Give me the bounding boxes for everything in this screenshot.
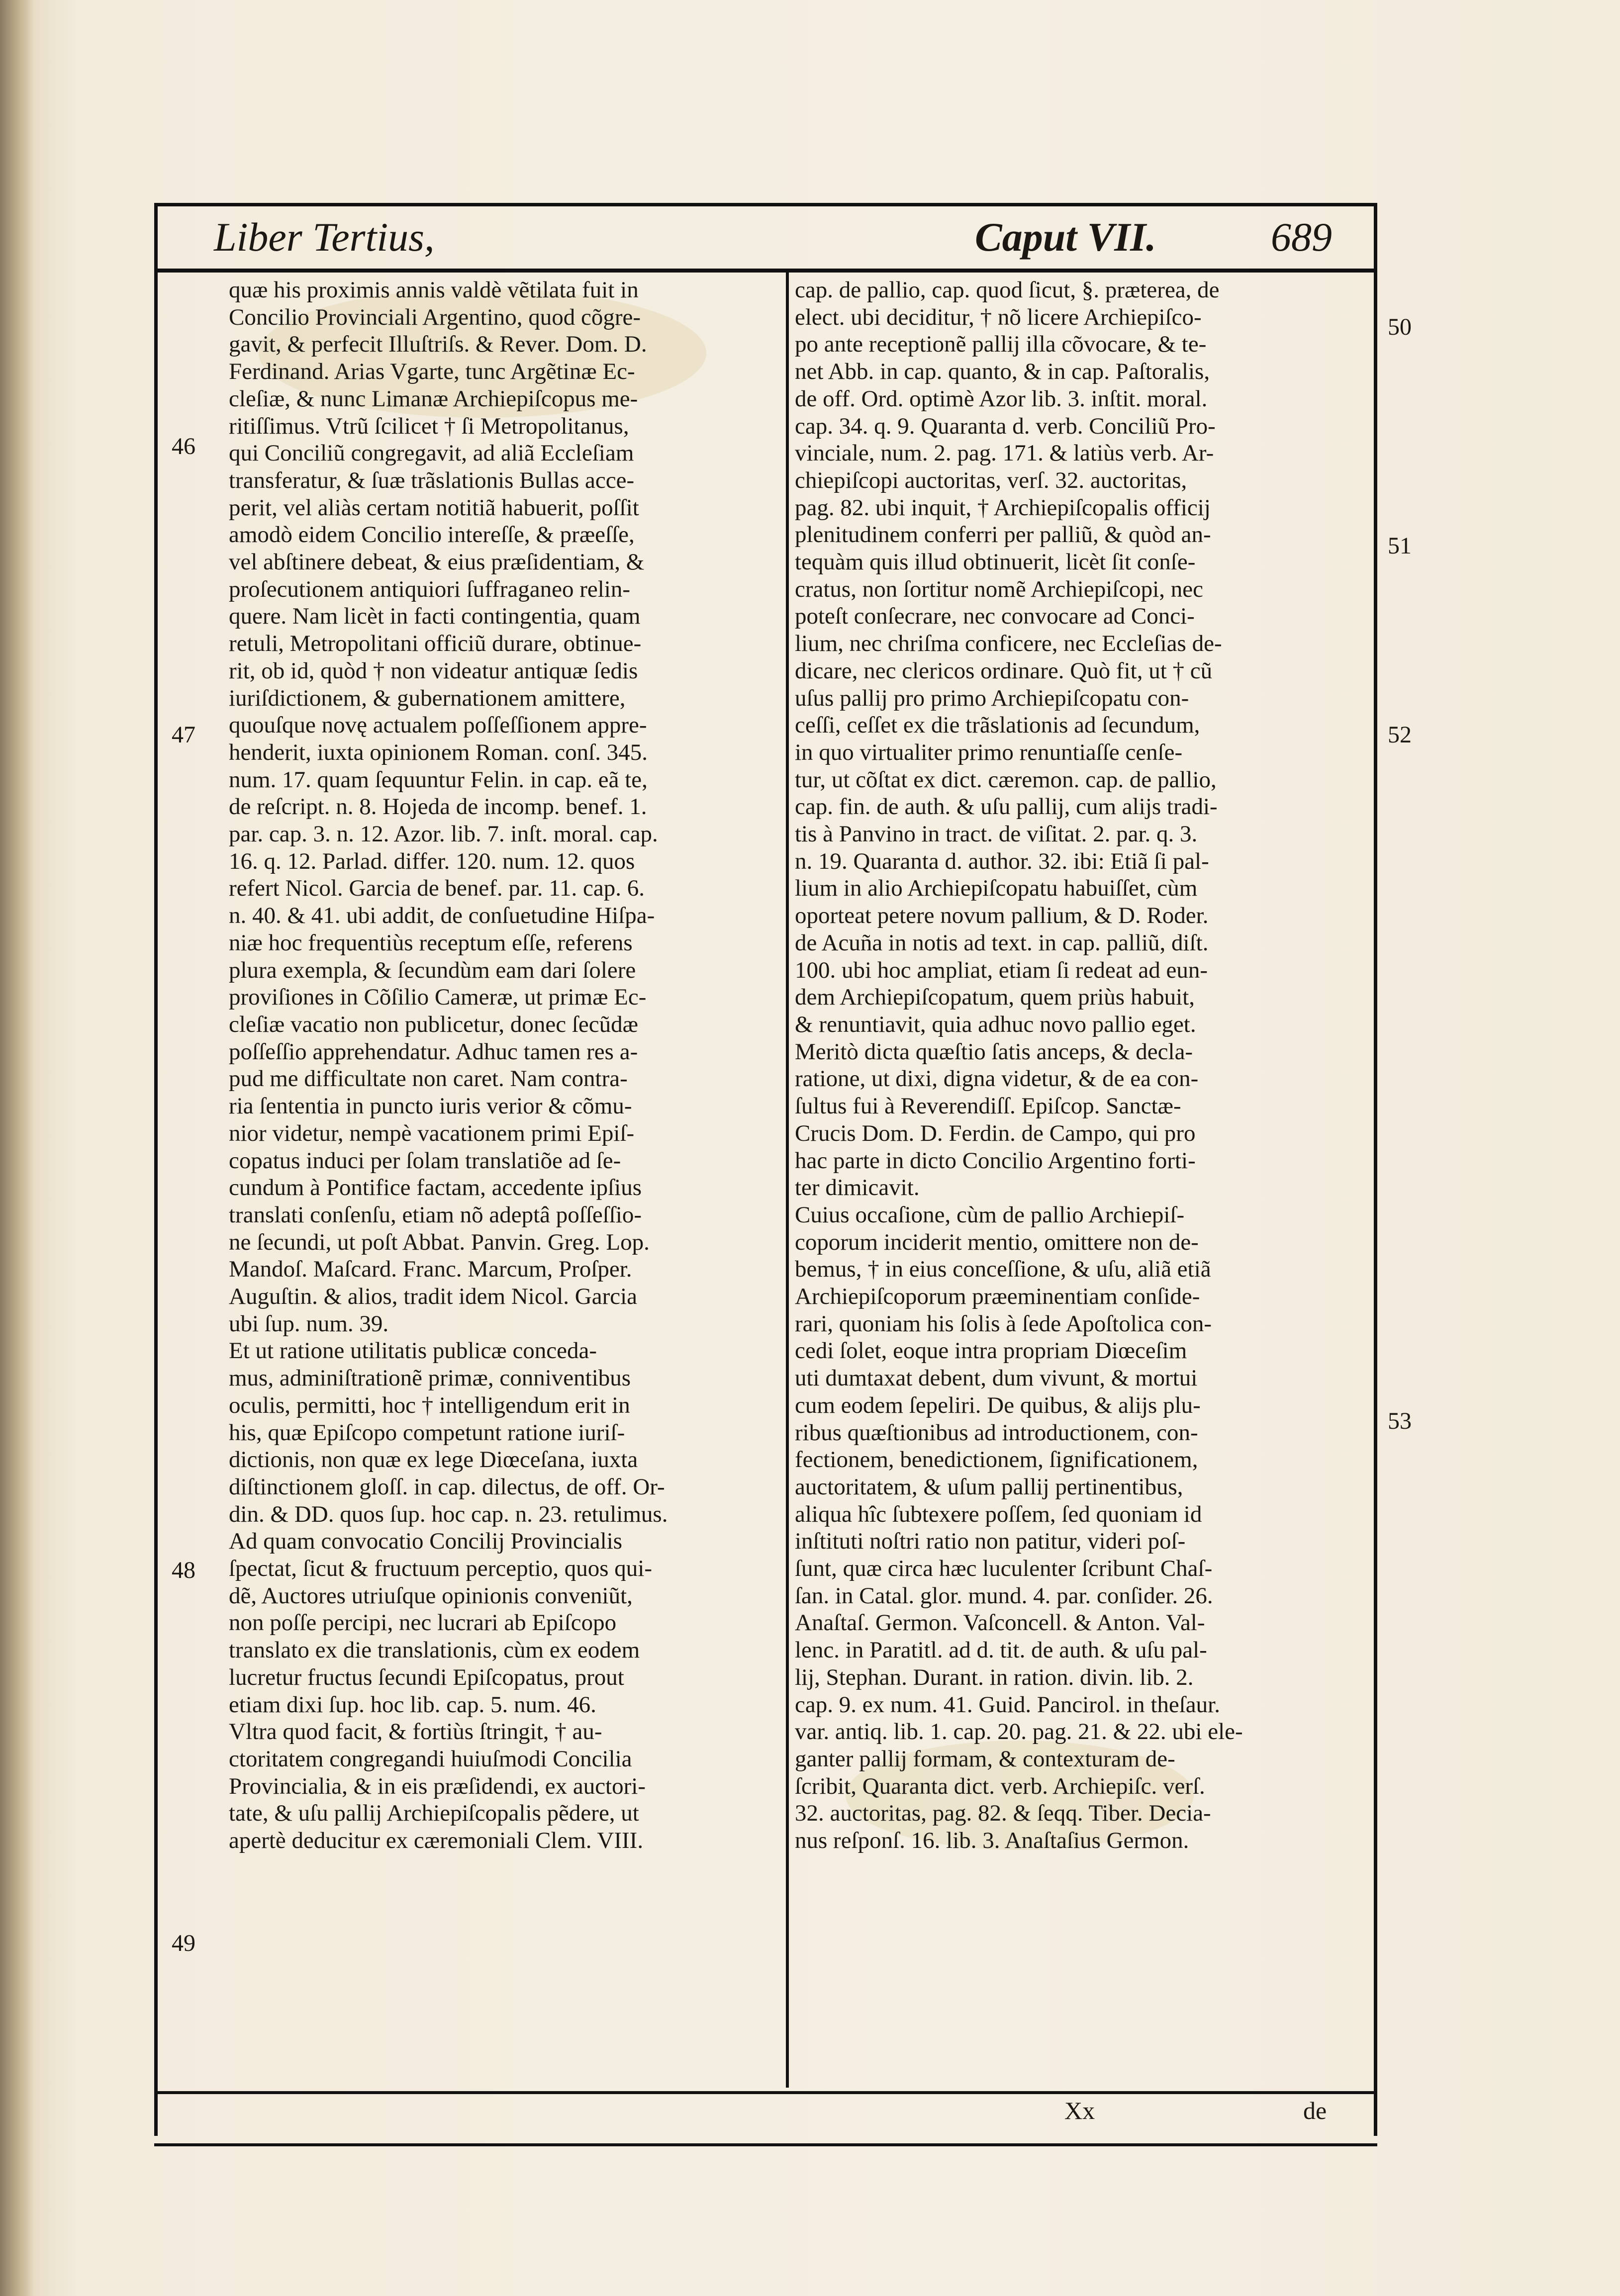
text-line: cum eodem ſepeliri. De quibus, & alijs plu- [795, 1392, 1201, 1418]
text-line: gavit, & perfecit Illuſtriſs. & Rever. Dom. D. [229, 331, 647, 358]
text-line: tis à Panvino in tract. de viſitat. 2. par. q. 3. [795, 821, 1198, 847]
text-line: dicare, nec clericos ordinare. Quò fit, ut † cũ [795, 657, 1213, 684]
text-line: cratus, non ſortitur nomẽ Archiepiſcopi, nec [795, 576, 1203, 602]
margin-number: 53 [1388, 1408, 1412, 1434]
text-line: non poſſe percipi, nec lucrari ab Epiſcopo [229, 1610, 617, 1636]
text-line: retuli, Metropolitani officiũ durare, obtinue- [229, 631, 642, 657]
text-line: coporum inciderit mentio, omittere non de- [795, 1229, 1199, 1255]
text-line: nus reſponſ. 16. lib. 3. Anaſtaſius Germon. [795, 1828, 1189, 1854]
text-line: Concilio Provinciali Argentino, quod cõgre- [229, 304, 641, 330]
text-line: translati conſenſu, etiam nõ adeptâ poſſeſſio- [229, 1201, 642, 1228]
text-line: poſſeſſio apprehendatur. Adhuc tamen res a- [229, 1038, 638, 1065]
text-line: Cuius occaſione, cùm de pallio Archiepiſ- [795, 1201, 1185, 1228]
text-line: num. 17. quam ſequuntur Felin. in cap. eã te, [229, 766, 648, 793]
text-line: din. & DD. quos ſup. hoc cap. n. 23. retulimus. [229, 1501, 668, 1527]
text-line: pag. 82. ubi inquit, † Archiepiſcopalis officij [795, 494, 1211, 521]
text-line: ganter pallij formam, & contexturam de- [795, 1745, 1175, 1772]
text-line: 32. auctoritas, pag. 82. & ſeqq. Tiber. Decia- [795, 1800, 1211, 1827]
text-line: tequàm quis illud obtinuerit, licèt ſit conſe- [795, 549, 1196, 575]
text-block-bottom-rule [154, 2091, 1377, 2094]
text-line: ſcribit, Quaranta dict. verb. Archiepiſc. verſ. [795, 1773, 1205, 1799]
text-line: chiepiſcopi auctoritas, verſ. 32. auctoritas, [795, 467, 1187, 493]
text-line: ſultus fui à Reverendiſſ. Epiſcop. Sanctæ- [795, 1093, 1181, 1119]
text-line: bemus, † in eius conceſſione, & uſu, aliã etiã [795, 1256, 1211, 1283]
text-line: vel abſtinere debeat, & eius præſidentiam, & [229, 549, 645, 575]
text-line: diſtinctionem gloſſ. in cap. dilectus, de off. Or- [229, 1473, 665, 1500]
text-line: perit, vel aliàs certam notitiã habuerit, poſſit [229, 494, 639, 521]
text-line: vinciale, num. 2. pag. 171. & latiùs verb. Ar- [795, 440, 1214, 466]
text-line: de reſcript. n. 8. Hojeda de incomp. benef. 1. [229, 794, 647, 820]
text-line: n. 40. & 41. ubi addit, de conſuetudine Hiſpa- [229, 903, 655, 929]
text-line: cap. fin. de auth. & uſu pallij, cum alijs tradi- [795, 794, 1218, 820]
text-line: ſan. in Catal. glor. mund. 4. par. conſider. 26. [795, 1582, 1213, 1609]
text-line: ritiſſimus. Vtrũ ſcilicet † ſi Metropolitanus, [229, 413, 629, 439]
text-line: cap. de pallio, cap. quod ſicut, §. præterea, de [795, 277, 1220, 303]
text-line: po ante receptionẽ pallij illa cõvocare, & te- [795, 331, 1207, 358]
text-line: elect. ubi deciditur, † nõ licere Archiepiſco- [795, 304, 1202, 330]
text-line: n. 19. Quaranta d. author. 32. ibi: Etiã ſi pal- [795, 848, 1209, 874]
text-line: proviſiones in Cõſilio Cameræ, ut primæ Ec- [229, 984, 647, 1010]
text-line: proſecutionem antiquiori ſuffraganeo relin- [229, 576, 630, 602]
margin-number: 50 [1388, 314, 1412, 340]
text-line: henderit, iuxta opinionem Roman. conſ. 345. [229, 739, 648, 765]
margin-number: 51 [1388, 533, 1412, 559]
text-line: lium, nec chriſma conficere, nec Eccleſias de- [795, 631, 1222, 657]
text-line: cleſiæ vacatio non publicetur, donec ſecũdæ [229, 1011, 638, 1037]
running-head-chapter: Caput VII. [975, 214, 1156, 260]
margin-number: 49 [172, 1930, 195, 1956]
text-line: Archiepiſcoporum præeminentiam conſide- [795, 1284, 1200, 1310]
text-line: Meritò dicta quæſtio ſatis anceps, & decla- [795, 1038, 1193, 1065]
text-line: rari, quoniam his ſolis à ſede Apoſtolica con- [795, 1310, 1212, 1337]
text-line: Vltra quod facit, & fortiùs ſtringit, † au- [229, 1719, 602, 1745]
text-line: Ad quam convocatio Concilij Provincialis [229, 1528, 623, 1555]
text-line: in quo virtualiter primo renuntiaſſe cenſe- [795, 739, 1183, 765]
text-line: tate, & uſu pallij Archiepiſcopalis pẽdere, ut [229, 1800, 639, 1827]
text-line: ter dimicavit. [795, 1175, 920, 1201]
text-line: uti dumtaxat debent, dum vivunt, & mortui [795, 1365, 1198, 1391]
text-line: hac parte in dicto Concilio Argentino forti- [795, 1147, 1196, 1174]
text-line: de Acuña in notis ad text. in cap. palliũ, diſt. [795, 929, 1209, 956]
text-line: dictionis, non quæ ex lege Diœceſana, iuxta [229, 1447, 638, 1473]
page-gutter-shadow [0, 0, 35, 2296]
text-line: fectionem, benedictionem, ſignificationem, [795, 1447, 1198, 1473]
text-line: oculis, permitti, hoc † intelligendum erit in [229, 1392, 630, 1418]
text-line: lenc. in Paratitl. ad d. tit. de auth. & uſu pal- [795, 1637, 1207, 1663]
text-line: inſtituti noſtri ratio non patitur, videri poſ- [795, 1528, 1186, 1555]
text-line: dem Archiepiſcopatum, quem priùs habuit, [795, 984, 1195, 1010]
text-line: dẽ, Auctores utriuſque opinionis conveniũt, [229, 1582, 633, 1609]
text-line: var. antiq. lib. 1. cap. 20. pag. 21. & 22. ubi ele- [795, 1719, 1243, 1745]
text-line: cleſiæ, & nunc Limanæ Archiepiſcopus me- [229, 385, 638, 412]
text-line: 16. q. 12. Parlad. differ. 120. num. 12. quos [229, 848, 635, 874]
header-rule [154, 269, 1377, 273]
text-line: lucretur fructus ſecundi Epiſcopatus, prout [229, 1664, 624, 1690]
catchword: de [1303, 2097, 1327, 2124]
text-line: copatus induci per ſolam translatiõe ad ſe- [229, 1147, 621, 1174]
text-line: cundum à Pontifice factam, accedente ipſius [229, 1175, 642, 1201]
text-line: his, quæ Epiſcopo competunt ratione iuriſ- [229, 1419, 625, 1446]
text-line: cedi ſolet, eoque intra propriam Diœceſim [795, 1338, 1187, 1364]
text-line: ratione, ut dixi, digna videtur, & de ea con- [795, 1066, 1199, 1092]
text-line: translato ex die translationis, cùm ex eodem [229, 1637, 640, 1663]
right-column [795, 276, 1332, 1854]
text-line: ubi ſup. num. 39. [229, 1310, 389, 1337]
text-line: oporteat petere novum pallium, & D. Roder. [795, 903, 1209, 929]
text-line: aliqua hîc ſubtexere poſſem, ſed quoniam id [795, 1501, 1202, 1527]
margin-number: 47 [172, 722, 195, 748]
text-line: 100. ubi hoc ampliat, etiam ſi redeat ad eun- [795, 957, 1208, 983]
text-line: rit, ob id, quòd † non videatur antiquæ ſedis [229, 657, 638, 684]
text-line: ſunt, quæ circa hæc luculenter ſcribunt Chaſ- [795, 1556, 1213, 1582]
text-line: Anaſtaſ. Germon. Vaſconcell. & Anton. Val- [795, 1610, 1205, 1636]
text-line: Et ut ratione utilitatis publicæ conceda- [229, 1338, 597, 1364]
text-line: nior videtur, nempè vacationem primi Epiſ- [229, 1120, 635, 1146]
text-line: mus, adminiſtrationẽ primæ, conniventibus [229, 1365, 631, 1391]
text-line: refert Nicol. Garcia de benef. par. 11. cap. 6. [229, 875, 645, 902]
text-line: quæ his proximis annis valdè vẽtilata fuit in [229, 277, 639, 303]
text-line: cap. 34. q. 9. Quaranta d. verb. Conciliũ Pro- [795, 413, 1216, 439]
running-head-book: Liber Tertius, [214, 214, 435, 260]
text-line: plenitudinem conferri per palliũ, & quòd an- [795, 522, 1211, 548]
text-line: ceſſi, ceſſet ex die trãslationis ad ſecundum, [795, 712, 1200, 738]
text-line: net Abb. in cap. quanto, & in cap. Paſtoralis, [795, 359, 1210, 385]
text-line: amodò eidem Concilio intereſſe, & præeſſe, [229, 522, 635, 548]
text-line: & renuntiavit, quia adhuc novo pallio eget. [795, 1011, 1196, 1037]
text-line: quere. Nam licèt in facti contingentia, quam [229, 603, 641, 630]
column-divider [786, 273, 789, 2088]
page-number: 689 [1271, 214, 1332, 260]
margin-number: 48 [172, 1557, 195, 1583]
text-line: de off. Ord. optimè Azor lib. 3. inſtit. moral. [795, 385, 1208, 412]
text-line: quouſque novę actualem poſſeſſionem appre- [229, 712, 647, 738]
text-line: etiam dixi ſup. hoc lib. cap. 5. num. 46. [229, 1691, 596, 1718]
signature-mark: Xx [1064, 2097, 1095, 2124]
left-column [229, 276, 766, 1854]
text-line: Provincialia, & in eis præſidendi, ex auctori- [229, 1773, 646, 1799]
text-line: plura exempla, & ſecundùm eam dari ſolere [229, 957, 636, 983]
footer-rule [154, 2143, 1377, 2146]
text-line: ribus quæſtionibus ad introductionem, con- [795, 1419, 1198, 1446]
text-line: apertè deducitur ex cæremoniali Clem. VIII. [229, 1828, 644, 1854]
text-line: iuriſdictionem, & gubernationem amittere, [229, 685, 626, 711]
text-line: cap. 9. ex num. 41. Guid. Pancirol. in theſaur. [795, 1691, 1220, 1718]
text-line: transferatur, & ſuæ trãslationis Bullas acce- [229, 467, 635, 493]
text-line: lium in alio Archiepiſcopatu habuiſſet, cùm [795, 875, 1198, 902]
text-line: niæ hoc frequentiùs receptum eſſe, referens [229, 929, 633, 956]
text-line: Mandoſ. Maſcard. Franc. Marcum, Proſper. [229, 1256, 632, 1283]
text-line: ctoritatem congregandi huiuſmodi Concilia [229, 1745, 632, 1772]
margin-number: 52 [1388, 722, 1412, 748]
text-line: lij, Stephan. Durant. in ration. divin. lib. 2. [795, 1664, 1194, 1690]
text-line: ne ſecundi, ut poſt Abbat. Panvin. Greg. Lop. [229, 1229, 650, 1255]
text-line: poteſt conſecrare, nec convocare ad Conci- [795, 603, 1195, 630]
text-line: pud me difficultate non caret. Nam contra- [229, 1066, 628, 1092]
text-line: ria ſententia in puncto iuris verior & cõmu- [229, 1093, 632, 1119]
text-line: Ferdinand. Arias Vgarte, tunc Argẽtinæ Ec- [229, 359, 635, 385]
text-line: Auguſtin. & alios, tradit idem Nicol. Garcia [229, 1284, 638, 1310]
text-line: ſpectat, ſicut & fructuum perceptio, quos qui- [229, 1556, 652, 1582]
text-line: uſus pallij pro primo Archiepiſcopatu con- [795, 685, 1189, 711]
text-line: Crucis Dom. D. Ferdin. de Campo, qui pro [795, 1120, 1196, 1146]
margin-number: 46 [172, 433, 195, 459]
text-line: par. cap. 3. n. 12. Azor. lib. 7. inſt. moral. cap. [229, 821, 658, 847]
text-line: auctoritatem, & uſum pallij pertinentibus, [795, 1473, 1183, 1500]
text-line: tur, ut cõſtat ex dict. cæremon. cap. de pallio, [795, 766, 1217, 793]
text-line: qui Conciliũ congregavit, ad aliã Eccleſiam [229, 440, 634, 466]
